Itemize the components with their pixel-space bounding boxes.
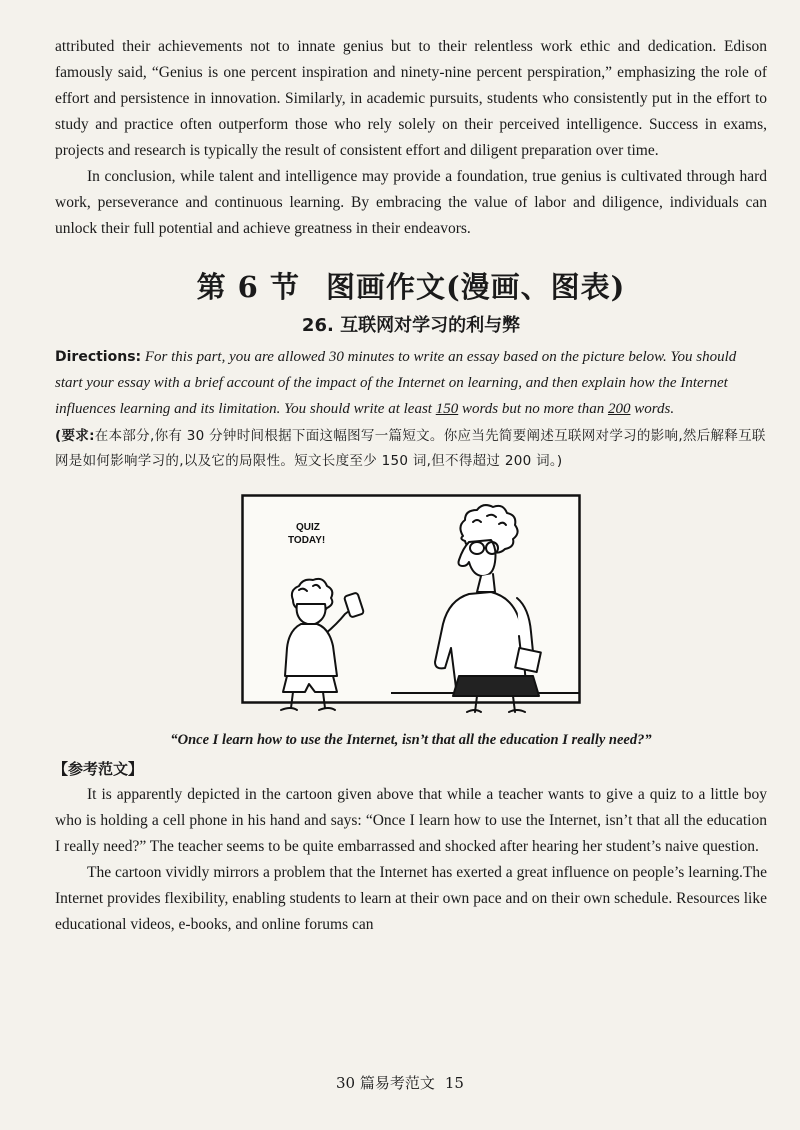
chinese-requirement-text: 在本部分,你有 30 分钟时间根据下面这幅图写一篇短文。你应当先简要阐述互联网对学习的影响,然后解释互联网是如何影响学习的,以及它的局限性。短文长度至少 150 词,但不得超过 200 词。) [55,428,766,469]
book-title: 30 篇易考范文 [336,1074,435,1092]
section-number: 第 6 节 [196,270,300,304]
section-title: 图画作文(漫画、图表) [325,270,626,304]
reference-title: 【参考范文】 [53,760,144,778]
document-page [55,34,767,938]
cartoon-illustration [241,494,581,722]
directions-text: words. [630,401,675,417]
board-text-today: TODAY! [288,535,326,546]
reference-paragraph: It is apparently depicted in the cartoon given above that while a teacher wants to give a quiz to a little boy who is holding a cell phone in his hand and says: “Once I learn how to use the Internet, isn’t that all the education I really need?” The teacher seems to be quite embarrassed and shocked after hearing her student’s naive question. [55,786,767,855]
board-text-quiz: QUIZ [296,522,320,533]
directions [55,344,767,422]
page-number: 15 [444,1074,464,1092]
chinese-requirement [55,424,767,474]
directions-label: Directions: [55,349,142,365]
page-footer [0,1072,800,1093]
essay-paragraph: attributed their achievements not to innate genius but to their relentless work ethic and dedication. Edison famously said, “Genius is one percent inspiration and ninety-nine percent perspiration,” emphasizing the role of effort and persistence in innovation. Similarly, in academic pursuits, students who consistently put in the effort to study and practice often outperform those who rely solely on their perceived intelligence. Success in exams, projects and research is typically the result of consistent effort and diligent preparation over time. [55,38,767,159]
chinese-requirement-label: (要求: [55,428,95,444]
max-words: 200 [607,401,631,417]
reference-paragraph: The cartoon vividly mirrors a problem that the Internet has exerted a great influence on people’s learning.The Internet provides flexibility, enabling students to learn at their own pace and on their own schedule. Resources like educational videos, e-books, and online forums can [55,864,767,933]
section-heading [55,268,767,306]
cartoon-caption: “Once I learn how to use the Internet, isn’t that all the education I really need?” [170,732,652,748]
directions-text: For this part, you are allowed 30 minutes to write an essay based on the picture below. You should start your essay with a brief account of the impact of the Internet on learning, and then explain how the Internet influences learning and its limitation. You should write at least [55,349,737,417]
directions-text: words but no more than [458,401,608,417]
item-title: 26. 互联网对学习的利与弊 [301,315,521,336]
min-words: 150 [435,401,459,417]
essay-paragraph: In conclusion, while talent and intelligence may provide a foundation, true genius is cultivated through hard work, perseverance and continuous learning. By embracing the value of labor and diligence, individuals can unlock their full potential and achieve greatness in their endeavors. [55,168,767,237]
